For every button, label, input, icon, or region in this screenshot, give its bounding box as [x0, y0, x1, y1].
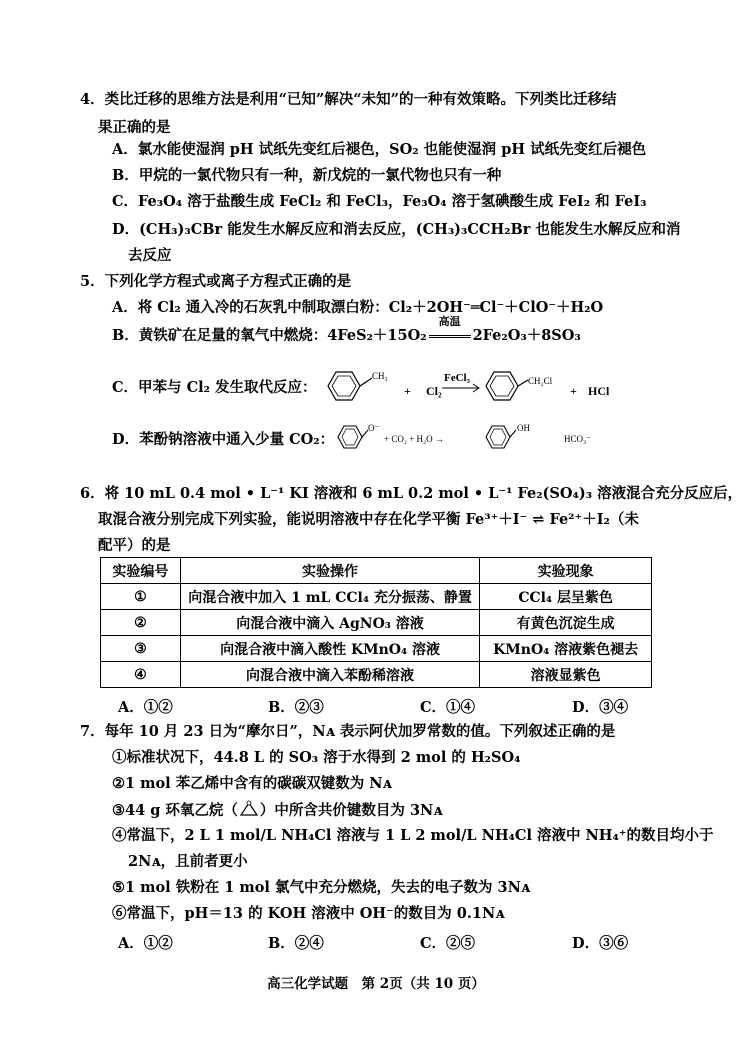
q7-statement-3: [112, 800, 443, 821]
q5-d-reactants: + CO₂ + H₂O →: [384, 434, 444, 444]
row-phenomenon: CCl₄ 层呈紫色: [480, 584, 652, 610]
q7-statement-4-line2: 2Nᴀ，且前者更小: [128, 853, 248, 870]
table-row: [101, 584, 652, 610]
q6-stem-line2: 取混合液分别完成下列实验，能说明溶液中存在化学平衡 Fe³⁺＋I⁻ ⇌ Fe²⁺＋I₂（未: [98, 511, 639, 528]
q7-statement-3-suffix: ）中所含共价键数目为 3Nᴀ: [259, 802, 443, 819]
q6-answer-d: D．③④: [572, 699, 629, 716]
q4-option-a: A．氯水能使湿润 pH 试纸先变红后褪色，SO₂ 也能使湿润 pH 试纸先变红后褪色: [112, 141, 647, 158]
toluene-structure: [328, 372, 372, 400]
q5-condition-label: 高温: [438, 315, 461, 328]
q5-c-plus1: +: [404, 384, 411, 398]
q4-stem-line1: 4．类比迁移的思维方法是利用“已知”解决“未知”的一种有效策略。下列类比迁移结: [80, 91, 617, 108]
row-operation: 向混合液中滴入酸性 KMnO₄ 溶液: [180, 636, 479, 662]
q6-stem-line3: 配平）的是: [98, 537, 171, 554]
q4-stem-line2: 果正确的是: [98, 119, 171, 136]
row-id: ③: [101, 636, 181, 662]
row-id: ②: [101, 610, 181, 636]
q5-option-b-suffix: 2Fe₂O₃＋8SO₃: [472, 327, 581, 344]
q7-statement-1: ①标准状况下，44.8 L 的 SO₃ 溶于水得到 2 mol 的 H₂SO₄: [112, 749, 521, 766]
table-row: [101, 636, 652, 662]
phenol-oh-label: OH: [517, 423, 530, 433]
epoxide-icon: [238, 800, 260, 818]
q6-experiment-table: [100, 557, 652, 688]
q4-option-d-line1: D．(CH₃)₃CBr 能发生水解反应和消去反应，(CH₃)₃CCH₂Br 也能发生水解反应和消: [112, 221, 681, 238]
q5-option-b: [112, 315, 581, 346]
q5-d-hco3: HCO₃⁻: [564, 434, 591, 444]
q4-option-d-line2: 去反应: [128, 247, 172, 264]
q5-option-a: A．将 Cl₂ 通入冷的石灰乳中制取漂白粉：Cl₂＋2OH⁻═Cl⁻＋ClO⁻＋H₂O: [112, 299, 604, 316]
header-phenomenon: 实验现象: [480, 558, 652, 584]
q5-option-b-prefix: B．黄铁矿在足量的氧气中燃烧：4FeS₂＋15O₂: [112, 327, 427, 344]
q5-option-c-equation: [322, 364, 622, 416]
q7-statement-5: ⑤1 mol 铁粉在 1 mol 氯气中充分燃烧，失去的电子数为 3Nᴀ: [112, 879, 531, 896]
header-id: 实验编号: [101, 558, 181, 584]
q4-option-c: C．Fe₃O₄ 溶于盐酸生成 FeCl₂ 和 FeCl₃，Fe₃O₄ 溶于氢碘酸生成 FeI₂ 和 FeI₃: [112, 193, 647, 210]
q6-answer-c: C．①④: [420, 699, 476, 716]
row-operation: 向混合液中滴入苯酚稀溶液: [180, 662, 479, 688]
row-id: ①: [101, 584, 181, 610]
q6-answer-b: B．②③: [268, 699, 324, 716]
q5-c-hcl: HCl: [588, 384, 610, 398]
q5-option-c-prefix: C．甲苯与 Cl₂ 发生取代反应：: [112, 379, 317, 396]
benzyl-chloride-structure: [486, 372, 528, 400]
q7-answer-b: B．②④: [268, 935, 324, 952]
q7-answer-a: A．①②: [118, 935, 173, 952]
phenol-structure: [486, 426, 516, 448]
phenoxide-o-label: O⁻: [368, 423, 380, 433]
row-phenomenon: 有黄色沉淀生成: [480, 610, 652, 636]
toluene-ch3-label: CH₃: [372, 371, 388, 381]
row-operation: 向混合液中滴入 AgNO₃ 溶液: [180, 610, 479, 636]
q5-c-catalyst: FeCl₃: [444, 372, 470, 384]
table-header-row: [101, 558, 652, 584]
row-id: ④: [101, 662, 181, 688]
benzyl-ch2cl-label: CH₂Cl: [528, 376, 553, 386]
q7-statement-3-prefix: ③44 g 环氧乙烷（: [112, 802, 238, 819]
table-row: [101, 610, 652, 636]
q7-statement-2: ②1 mol 苯乙烯中含有的碳碳双键数为 Nᴀ: [112, 775, 392, 792]
q5-option-d-prefix: D．苯酚钠溶液中通入少量 CO₂：: [112, 431, 335, 448]
q6-answer-a: A．①②: [118, 699, 173, 716]
q5-c-cl2: Cl₂: [426, 384, 442, 398]
q5-condition-arrow: [427, 315, 473, 346]
q7-answer-c: C．②⑤: [420, 935, 476, 952]
header-operation: 实验操作: [180, 558, 479, 584]
row-operation: 向混合液中加入 1 mL CCl₄ 充分振荡、静置: [180, 584, 479, 610]
q7-answer-d: D．③⑥: [572, 935, 629, 952]
q7-statement-6: ⑥常温下，pH＝13 的 KOH 溶液中 OH⁻的数目为 0.1Nᴀ: [112, 905, 505, 922]
row-phenomenon: KMnO₄ 溶液紫色褪去: [480, 636, 652, 662]
q4-option-b: B．甲烷的一氯代物只有一种，新戊烷的一氯代物也只有一种: [112, 167, 502, 184]
q7-statement-4-line1: ④常温下，2 L 1 mol/L NH₄Cl 溶液与 1 L 2 mol/L NH₄Cl 溶液中 NH₄⁺的数目均小于: [112, 827, 714, 844]
q5-stem: 5．下列化学方程式或离子方程式正确的是: [80, 273, 352, 290]
q7-stem: 7．每年 10 月 23 日为“摩尔日”，Nᴀ 表示阿伏加罗常数的值。下列叙述正确的是: [80, 723, 616, 740]
row-phenomenon: 溶液显紫色: [480, 662, 652, 688]
q5-option-d-equation: [334, 420, 604, 456]
page-footer: 高三化学试题 第 2页（共 10 页）: [267, 976, 485, 992]
table-row: [101, 662, 652, 688]
q5-c-plus2: +: [570, 384, 577, 398]
q6-stem-line1: 6．将 10 mL 0.4 mol • L⁻¹ KI 溶液和 6 mL 0.2 mol • L⁻¹ Fe₂(SO₄)₃ 溶液混合充分反应后，: [80, 485, 743, 502]
phenoxide-structure: [338, 426, 368, 448]
